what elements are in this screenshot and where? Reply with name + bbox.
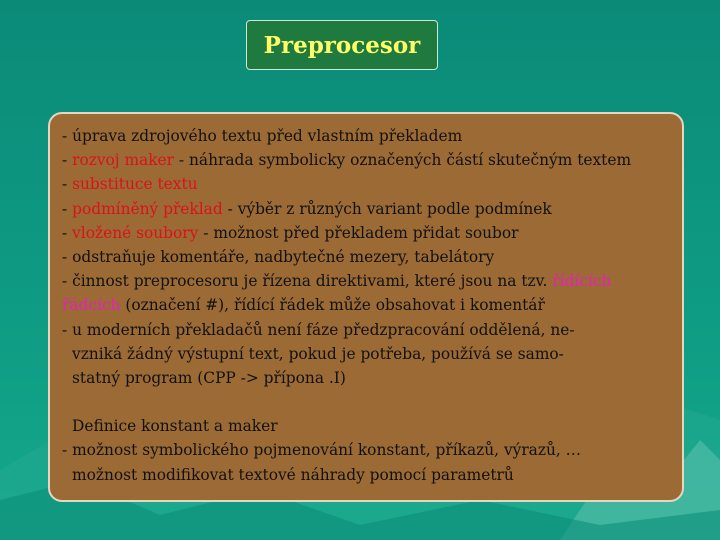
text-line-2 xyxy=(62,148,682,172)
text-line-6: - odstraňuje komentáře, nadbytečné mezery, tabelátory xyxy=(62,248,495,267)
text-line-4 xyxy=(62,197,682,221)
bullet-dash: - xyxy=(62,199,73,218)
spacer xyxy=(62,390,682,414)
title-box xyxy=(246,20,438,70)
bullet-dash: - xyxy=(62,151,73,170)
bullet-dash: - xyxy=(62,223,73,242)
line-text: - výběr z různých variant podle podmínek xyxy=(222,199,552,218)
highlight-term: řádcích xyxy=(62,296,121,315)
line-text: - činnost preprocesoru je řízena direktivami, které jsou na tzv. xyxy=(62,272,553,291)
line-text: - možnost před překladem přidat soubor xyxy=(198,223,519,242)
highlight-term: rozvoj maker xyxy=(72,151,175,170)
slide-title: Preprocesor xyxy=(263,31,421,59)
text-line-13: - možnost symbolického pojmenování konstant, příkazů, výrazů, … xyxy=(62,441,582,460)
text-line-11: statný program (CPP -> přípona .I) xyxy=(72,369,346,388)
text-line-7 xyxy=(62,269,682,293)
highlight-term: podmíněný překlad xyxy=(72,199,223,218)
line-text: (označení #), řídící řádek může obsahovat i komentář xyxy=(120,296,545,315)
text-line-14: možnost modifikovat textové náhrady pomocí parametrů xyxy=(72,465,514,484)
line-text: - náhrada symbolicky označených částí skutečným textem xyxy=(174,151,632,170)
highlight-term: substituce textu xyxy=(72,175,198,194)
text-line-5 xyxy=(62,221,682,245)
bullet-dash: - xyxy=(62,175,73,194)
highlight-term: řídících xyxy=(552,272,612,291)
highlight-term: vložené soubory xyxy=(72,223,199,242)
content-box xyxy=(48,112,684,502)
text-line-9: - u moderních překladačů není fáze předzpracování oddělená, ne- xyxy=(62,320,575,339)
section-heading: Definice konstant a maker xyxy=(72,417,278,436)
text-line-3 xyxy=(62,172,682,196)
text-line-10: vzniká žádný výstupní text, pokud je potřeba, používá se samo- xyxy=(72,344,564,363)
text-line-8 xyxy=(62,293,682,317)
text-line-1: - úprava zdrojového textu před vlastním překladem xyxy=(62,127,463,145)
